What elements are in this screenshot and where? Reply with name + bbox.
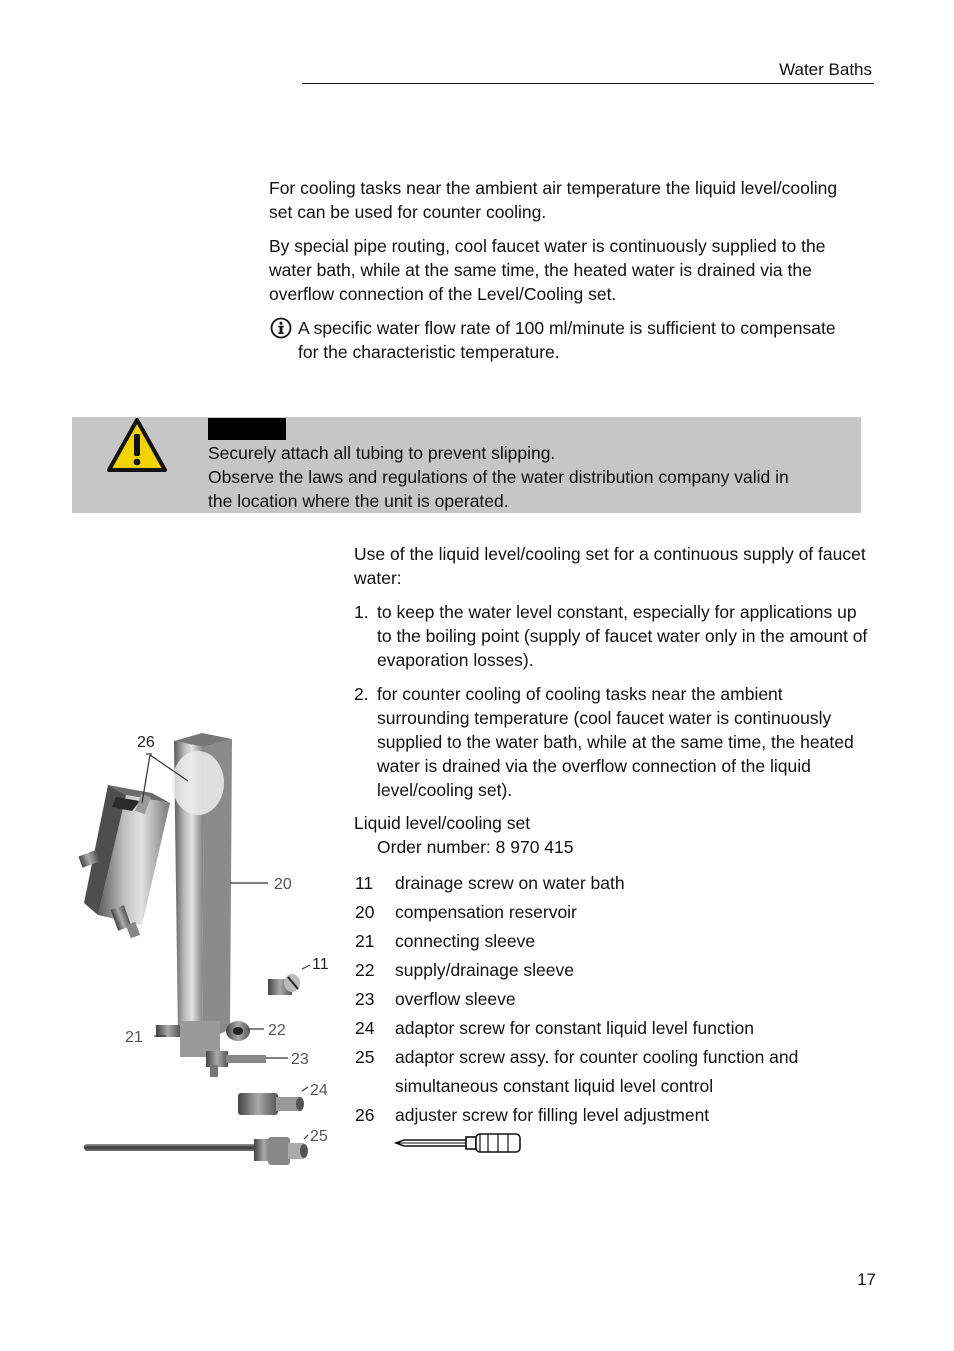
part-description: compensation reservoir [395, 902, 577, 922]
part-description: supply/drainage sleeve [395, 960, 575, 980]
screwdriver-icon [394, 1131, 524, 1155]
part-description: simultaneous constant liquid level control [395, 1076, 714, 1096]
intro-paragraph-2: By special pipe routing, cool faucet water is continuously supplied to the water bath, while at the same time, the heated water is drained via the overflow connection of the Level/Cooling set. [269, 236, 826, 304]
list-item [354, 600, 874, 672]
part-row [355, 898, 875, 927]
cooling-set-illustration [70, 725, 350, 1175]
part-description: adjuster screw for filling level adjustment [395, 1105, 710, 1125]
part-description: adaptor screw assy. for counter cooling function and [395, 1047, 799, 1067]
warning-triangle-icon [106, 417, 168, 473]
part-row [355, 927, 875, 956]
list-item-number: 2. [354, 684, 369, 704]
part-number: 24 [355, 1018, 375, 1038]
header-divider [302, 83, 874, 84]
compensation-reservoir [156, 733, 266, 1077]
header-title: Water Baths [779, 60, 872, 79]
part-row [355, 985, 875, 1014]
warning-label-bar [208, 418, 286, 440]
info-note: A specific water flow rate of 100 ml/minute is sufficient to compensate for the characteristic temperature. [298, 318, 836, 362]
part-description: connecting sleeve [395, 931, 536, 951]
part-row [355, 869, 875, 898]
callout-23: 23 [291, 1051, 309, 1068]
parts-list [355, 869, 875, 1130]
list-item-text: to keep the water level constant, especially for applications up to the boiling point (supply of faucet water only in the amount of evaporation losses). [377, 602, 868, 670]
adaptor-screw [238, 1093, 304, 1115]
warning-line-2: Observe the laws and regulations of the water distribution company valid in [208, 467, 789, 487]
part-number: 20 [355, 902, 375, 922]
callout-26: 26 [137, 734, 155, 751]
list-item-text: for counter cooling of cooling tasks near the ambient surrounding temperature (cool faucet water is continuously supplied to the water bath, while at the same time, the heated water is drained via the overflow connection of the liquid level/cooling set). [377, 684, 854, 800]
part-row [355, 956, 875, 985]
part-row [355, 1043, 875, 1072]
warning-line-3: the location where the unit is operated. [208, 491, 509, 511]
list-item [354, 682, 874, 802]
order-number: Order number: 8 970 415 [377, 837, 574, 857]
part-row [355, 1101, 875, 1130]
part-number: 22 [355, 960, 375, 980]
drainage-screw [268, 974, 300, 995]
part-number: 11 [355, 873, 374, 893]
usage-intro: Use of the liquid level/cooling set for a continuous supply of faucet water: [354, 544, 866, 588]
callout-22: 22 [268, 1022, 286, 1039]
set-name: Liquid level/cooling set [354, 813, 531, 833]
small-reservoir [78, 785, 170, 938]
part-number [355, 1072, 395, 1101]
callout-24: 24 [310, 1082, 328, 1099]
callout-11: 11 [312, 956, 329, 973]
part-description: overflow sleeve [395, 989, 516, 1009]
part-row [355, 1072, 875, 1101]
callout-25: 25 [310, 1128, 328, 1145]
part-number: 25 [355, 1047, 375, 1067]
warning-text [208, 441, 858, 513]
adaptor-screw-assembly [84, 1137, 308, 1165]
part-number: 26 [355, 1105, 375, 1125]
part-number: 23 [355, 989, 375, 1009]
part-number: 21 [355, 931, 375, 951]
page-number: 17 [857, 1270, 876, 1289]
intro-paragraph-1: For cooling tasks near the ambient air temperature the liquid level/cooling set can be used for counter cooling. [269, 178, 838, 222]
info-circle-icon [270, 317, 292, 339]
callout-21: 21 [125, 1029, 143, 1046]
callout-20: 20 [274, 876, 292, 893]
part-description: drainage screw on water bath [395, 873, 625, 893]
list-item-number: 1. [354, 602, 369, 622]
part-row [355, 1014, 875, 1043]
part-description: adaptor screw for constant liquid level function [395, 1018, 754, 1038]
warning-line-1: Securely attach all tubing to prevent slipping. [208, 443, 556, 463]
